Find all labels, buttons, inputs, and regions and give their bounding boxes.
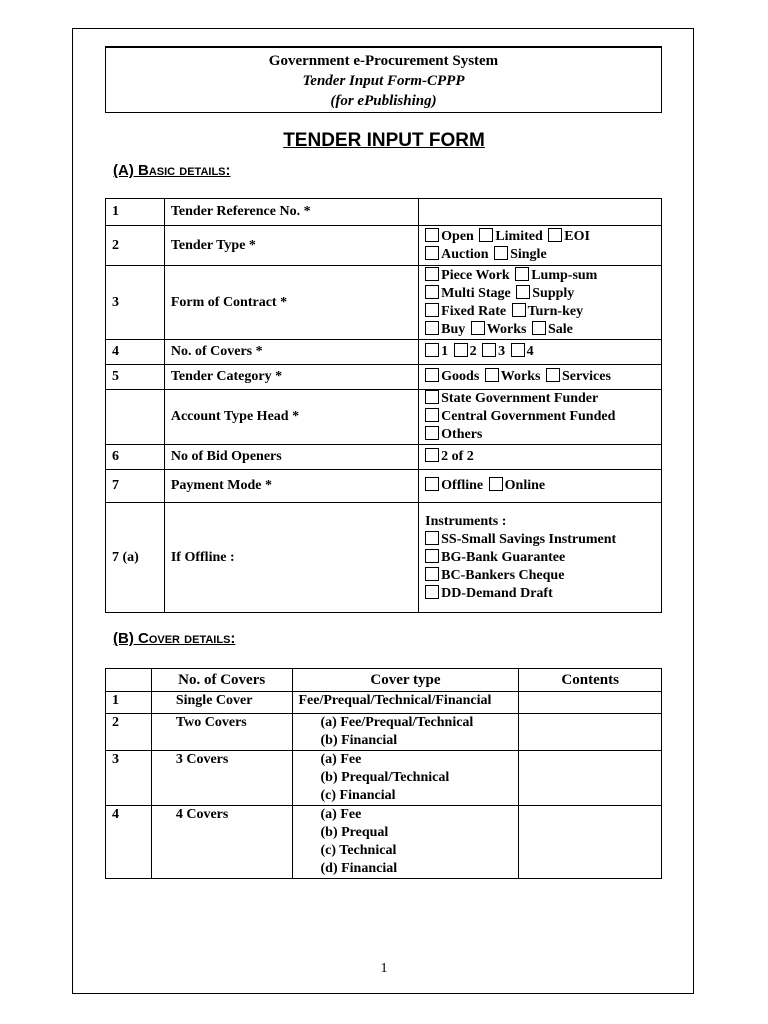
- checkbox-option[interactable]: [454, 343, 477, 361]
- field-value: [419, 266, 662, 340]
- cover-type-item: (c) Financial: [320, 788, 396, 803]
- cover-details-table: [105, 668, 662, 879]
- checkbox-label: Services: [561, 369, 611, 384]
- checkbox-option[interactable]: [425, 321, 465, 339]
- checkbox-label: DD-Demand Draft: [441, 585, 553, 601]
- checkbox-option[interactable]: [482, 343, 505, 361]
- checkbox[interactable]: [548, 228, 562, 242]
- cover-count: 4 Covers: [151, 806, 292, 879]
- checkbox-label: EOI: [564, 228, 590, 244]
- field-label: Tender Type *: [164, 226, 418, 266]
- table-row: [106, 226, 662, 266]
- field-label: No. of Covers *: [164, 340, 418, 365]
- field-value: [419, 365, 662, 390]
- checkbox[interactable]: [511, 343, 525, 357]
- field-value: [419, 390, 662, 445]
- option-line: [425, 426, 661, 444]
- checkbox[interactable]: [425, 267, 439, 281]
- checkbox[interactable]: [482, 343, 496, 357]
- checkbox-option[interactable]: [425, 567, 564, 585]
- header-line-1: Government e-Procurement System: [268, 53, 499, 69]
- checkbox[interactable]: [425, 285, 439, 299]
- table-row: [106, 714, 662, 751]
- column-header: [106, 669, 152, 692]
- checkbox[interactable]: [425, 228, 439, 242]
- option-line: [425, 228, 661, 246]
- cover-count: Single Cover: [151, 692, 292, 714]
- row-number: 1: [106, 692, 152, 714]
- checkbox-label: 3: [498, 344, 506, 359]
- checkbox-option[interactable]: [425, 549, 565, 567]
- row-number: 7: [106, 470, 165, 503]
- checkbox[interactable]: [471, 321, 485, 335]
- cover-type-item: Fee/Prequal/Technical/Financial: [298, 693, 492, 708]
- checkbox-option[interactable]: [532, 321, 573, 339]
- section-a-title: (A) Basic details:: [113, 162, 231, 179]
- option-line: [425, 246, 661, 264]
- table-row: [106, 806, 662, 879]
- table-row: [106, 751, 662, 806]
- checkbox[interactable]: [532, 321, 546, 335]
- checkbox-option[interactable]: [425, 448, 474, 466]
- checkbox-option[interactable]: [425, 303, 506, 321]
- row-number: 4: [106, 806, 152, 879]
- header-box: [105, 46, 662, 113]
- option-line: [425, 585, 661, 603]
- checkbox[interactable]: [489, 477, 503, 491]
- checkbox-option[interactable]: [548, 228, 590, 246]
- table-row: [106, 470, 662, 503]
- checkbox[interactable]: [425, 448, 439, 462]
- checkbox[interactable]: [494, 246, 508, 260]
- row-number: 2: [106, 714, 152, 751]
- checkbox[interactable]: [425, 408, 439, 422]
- checkbox-option[interactable]: [425, 408, 615, 426]
- checkbox[interactable]: [425, 390, 439, 404]
- checkbox-option[interactable]: [546, 368, 611, 386]
- cover-type: [292, 751, 519, 806]
- checkbox[interactable]: [425, 477, 439, 491]
- checkbox[interactable]: [425, 585, 439, 599]
- table-row: [106, 445, 662, 470]
- checkbox-label: Others: [441, 427, 483, 442]
- column-header: Contents: [519, 669, 662, 692]
- row-number: [106, 390, 165, 445]
- option-line: [425, 567, 661, 585]
- checkbox-option[interactable]: [494, 246, 547, 264]
- checkbox-label: 1: [441, 344, 449, 359]
- checkbox-option[interactable]: [512, 303, 584, 321]
- field-value: [419, 340, 662, 365]
- checkbox-option[interactable]: [425, 246, 488, 264]
- checkbox-label: Buy: [441, 321, 466, 337]
- field-label: Form of Contract *: [164, 266, 418, 340]
- checkbox-label: Works: [500, 369, 541, 384]
- cover-type-item: (b) Financial: [320, 733, 398, 748]
- row-number: 2: [106, 226, 165, 266]
- checkbox[interactable]: [425, 368, 439, 382]
- checkbox[interactable]: [516, 285, 530, 299]
- checkbox-label: Single: [510, 246, 547, 262]
- checkbox-label: Turn-key: [527, 303, 584, 319]
- checkbox-label: 2: [469, 344, 477, 359]
- field-label: Tender Category *: [164, 365, 418, 390]
- field-value: [419, 199, 662, 226]
- field-value: [419, 226, 662, 266]
- checkbox-label: State Government Funder: [441, 391, 599, 406]
- option-line: [425, 285, 661, 303]
- option-line: [425, 408, 661, 426]
- checkbox-option[interactable]: [425, 426, 482, 444]
- checkbox-label: BG-Bank Guarantee: [441, 549, 566, 565]
- page-number: 1: [380, 961, 388, 976]
- checkbox-label: Fixed Rate: [441, 303, 507, 319]
- checkbox-option[interactable]: [516, 285, 574, 303]
- table-row: [106, 266, 662, 340]
- checkbox-option[interactable]: [425, 267, 510, 285]
- checkbox-label: Piece Work: [441, 267, 510, 283]
- contents-cell[interactable]: [519, 714, 662, 751]
- table-row: [106, 199, 662, 226]
- basic-details-table: [105, 198, 662, 613]
- option-line: [425, 267, 661, 285]
- cover-type: [292, 714, 519, 751]
- checkbox-option[interactable]: [489, 477, 545, 495]
- table-row: [106, 340, 662, 365]
- checkbox[interactable]: [425, 246, 439, 260]
- checkbox[interactable]: [512, 303, 526, 317]
- field-value: [419, 503, 662, 613]
- field-label: Account Type Head *: [164, 390, 418, 445]
- cover-type: [292, 692, 519, 714]
- checkbox-label: Open: [441, 228, 474, 244]
- checkbox[interactable]: [425, 343, 439, 357]
- option-line: [425, 321, 661, 339]
- checkbox-label: Auction: [441, 246, 489, 262]
- cover-count: Two Covers: [151, 714, 292, 751]
- checkbox-option[interactable]: [425, 390, 598, 408]
- checkbox-label: Online: [504, 478, 546, 493]
- field-label: If Offline :: [164, 503, 418, 613]
- checkbox-option[interactable]: [511, 343, 534, 361]
- cover-type-item: (c) Technical: [320, 843, 397, 858]
- row-number: 4: [106, 340, 165, 365]
- checkbox[interactable]: [425, 549, 439, 563]
- field-value: [419, 445, 662, 470]
- checkbox-label: Works: [486, 321, 527, 337]
- row-number: 3: [106, 751, 152, 806]
- checkbox-option[interactable]: [515, 267, 597, 285]
- option-line: [425, 368, 661, 386]
- field-label: No of Bid Openers: [164, 445, 418, 470]
- row-number: 7 (a): [106, 503, 165, 613]
- option-line: [425, 343, 661, 361]
- checkbox[interactable]: [454, 343, 468, 357]
- checkbox-option[interactable]: [425, 531, 616, 549]
- header-line-2: Tender Input Form-CPPP: [302, 73, 465, 89]
- option-line: [425, 303, 661, 321]
- checkbox-option[interactable]: [485, 368, 541, 386]
- row-number: 6: [106, 445, 165, 470]
- checkbox-option[interactable]: [425, 228, 474, 246]
- checkbox-option[interactable]: [425, 477, 483, 495]
- checkbox-label: 2 of 2: [441, 449, 474, 464]
- form-title: TENDER INPUT FORM: [283, 130, 485, 151]
- contents-cell[interactable]: [519, 806, 662, 879]
- checkbox[interactable]: [546, 368, 560, 382]
- table-row: [106, 692, 662, 714]
- checkbox-label: Goods: [441, 369, 480, 384]
- checkbox[interactable]: [515, 267, 529, 281]
- field-label: Tender Reference No. *: [164, 199, 418, 226]
- section-b-title: (B) Cover details:: [113, 630, 236, 647]
- table-row: [106, 365, 662, 390]
- checkbox-label: Supply: [532, 285, 575, 301]
- checkbox-label: Lump-sum: [531, 267, 598, 283]
- checkbox-label: Multi Stage: [441, 285, 511, 301]
- contents-cell[interactable]: [519, 751, 662, 806]
- checkbox-option[interactable]: [425, 368, 479, 386]
- table-row: [106, 390, 662, 445]
- cover-type-item: (d) Financial: [320, 861, 398, 876]
- checkbox[interactable]: [425, 531, 439, 545]
- option-line: [425, 390, 661, 408]
- checkbox-label: Sale: [547, 321, 573, 337]
- option-line: [425, 477, 661, 495]
- column-header: Cover type: [292, 669, 519, 692]
- checkbox[interactable]: [425, 303, 439, 317]
- column-header: No. of Covers: [151, 669, 292, 692]
- field-label: Payment Mode *: [164, 470, 418, 503]
- contents-cell[interactable]: [519, 692, 662, 714]
- instruments-label: Instruments :: [425, 513, 507, 529]
- cover-type-item: (a) Fee: [320, 752, 362, 767]
- table-row: [106, 503, 662, 613]
- checkbox[interactable]: [425, 321, 439, 335]
- checkbox-label: SS-Small Savings Instrument: [441, 531, 617, 547]
- field-value: [419, 470, 662, 503]
- cover-count: 3 Covers: [151, 751, 292, 806]
- checkbox-label: Limited: [495, 228, 543, 244]
- checkbox[interactable]: [485, 368, 499, 382]
- option-line: [425, 549, 661, 567]
- checkbox-label: Central Government Funded: [441, 409, 616, 424]
- checkbox-option[interactable]: [425, 343, 448, 361]
- checkbox-option[interactable]: [425, 585, 553, 603]
- header-line-3: (for ePublishing): [330, 93, 437, 109]
- cover-type-item: (a) Fee: [320, 807, 362, 822]
- cover-type: [292, 806, 519, 879]
- row-number: 1: [106, 199, 165, 226]
- checkbox-label: BC-Bankers Cheque: [441, 567, 565, 583]
- row-number: 3: [106, 266, 165, 340]
- option-line: [425, 448, 661, 466]
- checkbox-option[interactable]: [425, 285, 511, 303]
- cover-type-item: (b) Prequal/Technical: [320, 770, 450, 785]
- option-line: [425, 531, 661, 549]
- checkbox-label: Offline: [441, 478, 484, 493]
- checkbox-option[interactable]: [479, 228, 542, 246]
- checkbox-option[interactable]: [471, 321, 527, 339]
- row-number: 5: [106, 365, 165, 390]
- checkbox[interactable]: [479, 228, 493, 242]
- checkbox[interactable]: [425, 426, 439, 440]
- cover-type-item: (a) Fee/Prequal/Technical: [320, 715, 474, 730]
- cover-type-item: (b) Prequal: [320, 825, 389, 840]
- checkbox[interactable]: [425, 567, 439, 581]
- checkbox-label: 4: [526, 344, 534, 359]
